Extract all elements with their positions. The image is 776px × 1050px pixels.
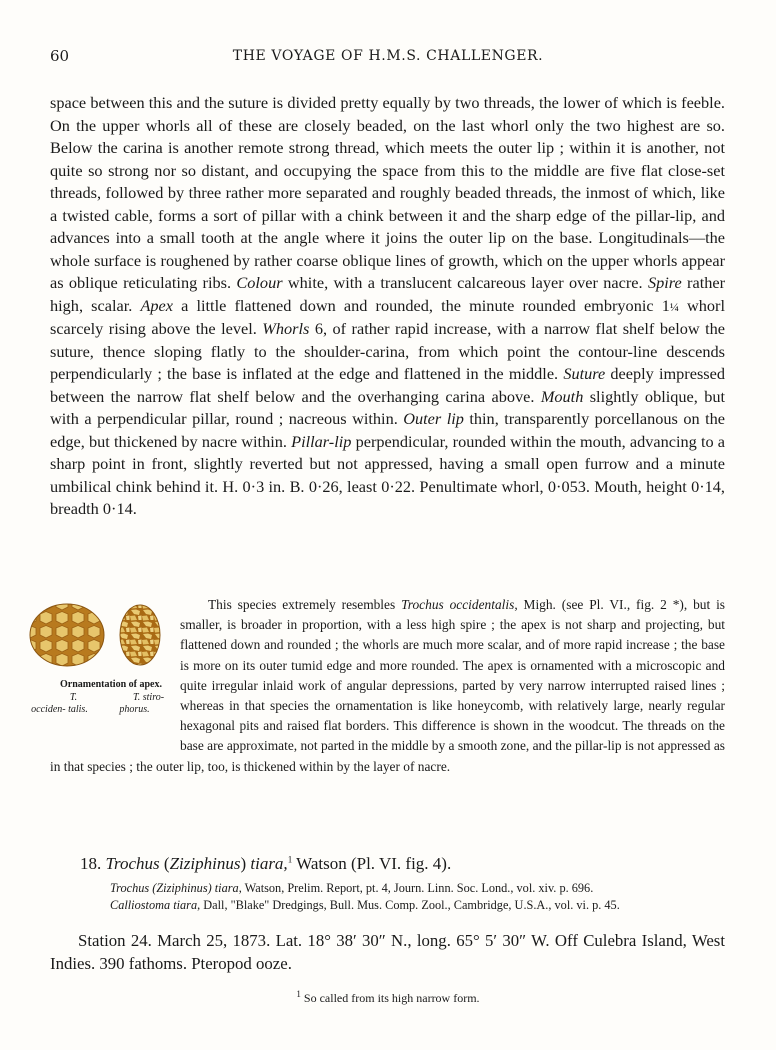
species-description: space between this and the suture is divided pretty equally by two threads, the lower of which is feeble. On the upper whorls all of these are closely beaded, on the last whorl only the two highest are so. Below the carina is another remote strong thread, which meets the outer lip ; within it is another, not quite so strong nor so distant, and occupying the space from this to the middle are five flat close-set threads, followed by three rather more separated and roughly beaded threads, the inmost of which, like a twisted cable, forms a sort of pillar with a chink between it and the sharp edge of the pillar-lip, and advances into a small tooth at the angle where it joins the outer lip on the base. Longitudinals—the whole surface is roughened by rather coarse oblique lines of growth, which on the upper whorls appear as oblique reticulating ribs. Colour white, with a translucent calcareous layer over nacre. Spire rather high, scalar. Apex a little flattened down and rounded, the minute rounded embryonic 1¼ whorl scarcely rising above the level. Whorls 6, of rather rapid increase, with a narrow flat shelf below the suture, thence sloping flatly to the shoulder-carina, from which point the contour-line descends perpendicularly ; the base is inflated at the edge and flattened in the middle. Suture deeply impressed between the narrow flat shelf below and the overhanging carina above. Mouth slightly oblique, but with a perpendicular pillar, round ; nacreous within. Outer lip thin, transparently porcellanous on the edge, but thickened by nacre within. Pillar-lip perpendicular, rounded within the mouth, advancing to a sharp point in front, slightly reverted but not appressed, having a small open furrow and a minute umbilical chink behind it. H. 0·3 in. B. 0·26, least 0·22. Penultimate whorl, 0·053. Mouth, height 0·14, breadth 0·14. (50, 93, 726, 518)
irregular-apex-stirophorus (120, 605, 160, 665)
running-title: THE VOYAGE OF H.M.S. CHALLENGER. (232, 48, 544, 64)
synonymy-entry: Trochus (Ziziphinus) tiara, Watson, Prelim. Report, pt. 4, Journ. Linn. Soc. Lond., vol. xiv. p. 696. (110, 881, 594, 895)
figure-label-occidentalis: T. occiden- talis. (31, 692, 88, 715)
term-mouth: Mouth (540, 386, 584, 406)
apex-ornamentation-illustration (22, 597, 172, 677)
species-epithet: tiara, (250, 854, 288, 873)
footnote (0, 991, 776, 1006)
station-record: Station 24. March 25, 1873. Lat. 18° 38′ 30″ N., long. 65° 5′ 30″ W. Off Culebra Island, West Indies. 390 fathoms. Pteropod ooze. (50, 931, 725, 973)
woodcut-figure (22, 597, 172, 737)
honeycomb-apex-occidentalis (30, 604, 104, 666)
term-spire: Spire (647, 273, 682, 292)
species-subgenus: Ziziphinus (169, 854, 241, 873)
page-number: 60 (50, 47, 70, 65)
footnote-reference: 1 (287, 854, 293, 865)
term-colour: Colour (236, 273, 283, 292)
term-apex: Apex (140, 295, 173, 315)
term-suture: Suture (563, 364, 606, 383)
species-reference: Trochus occidentalis (401, 597, 515, 612)
synonymy-entry: Calliostoma tiara, Dall, "Blake" Dredgings, Bull. Mus. Comp. Zool., Cambridge, U.S.A., vol. vi. p. 45. (110, 898, 620, 912)
term-outer-lip: Outer lip (403, 409, 464, 428)
comparative-remark: This species extremely resembles Trochus occidentalis Ornamentation of apex. T. occiden- talis. T. stiro- phorus. , Migh. (see Pl. VI., fig. 2 *), but is smaller, is broader in proportion, with a less high spire ; the apex is not sharp and projecting, but flattened down and rounded ; the whorls are much more scalar, and of more rapid increase ; the base is more on its outer tumid edge and more rounded. The apex is ornamented with a microscopic and quite irregular inlaid work of angular depressions, parted by very narrow interrupted raised lines ; whereas in that species the ornamentation is like honeycomb, with relatively large, nearly regular hexagonal pits and raised flat borders. This difference is shown in the woodcut. The threads on the base are approximate, not parted in the middle by a smooth zone, and the pillar-lip is not appressed as in that species ; the outer lip, too, is thickened within by the layer of nacre. (50, 595, 725, 777)
figure-caption (22, 679, 172, 716)
synonymy-list (110, 880, 725, 914)
species-number: 18. (80, 854, 102, 873)
species-authority: Watson (Pl. VI. fig. 4). (292, 854, 452, 873)
figure-caption-title: Ornamentation of apex. (60, 679, 162, 690)
species-heading: 18. Trochus (Ziziphinus) tiara,$^1$ Watson (Pl. VI. fig. 4). (80, 854, 452, 873)
footnote-text: So called from its high narrow form. (300, 991, 480, 1005)
page-header (50, 47, 726, 69)
figure-label-stirophorus: T. stiro- phorus. (119, 692, 165, 715)
footnote-mark: 1 (296, 989, 301, 999)
term-whorls: Whorls (262, 319, 310, 338)
species-genus: Trochus (105, 854, 160, 873)
term-pillar-lip: Pillar-lip (291, 431, 352, 451)
